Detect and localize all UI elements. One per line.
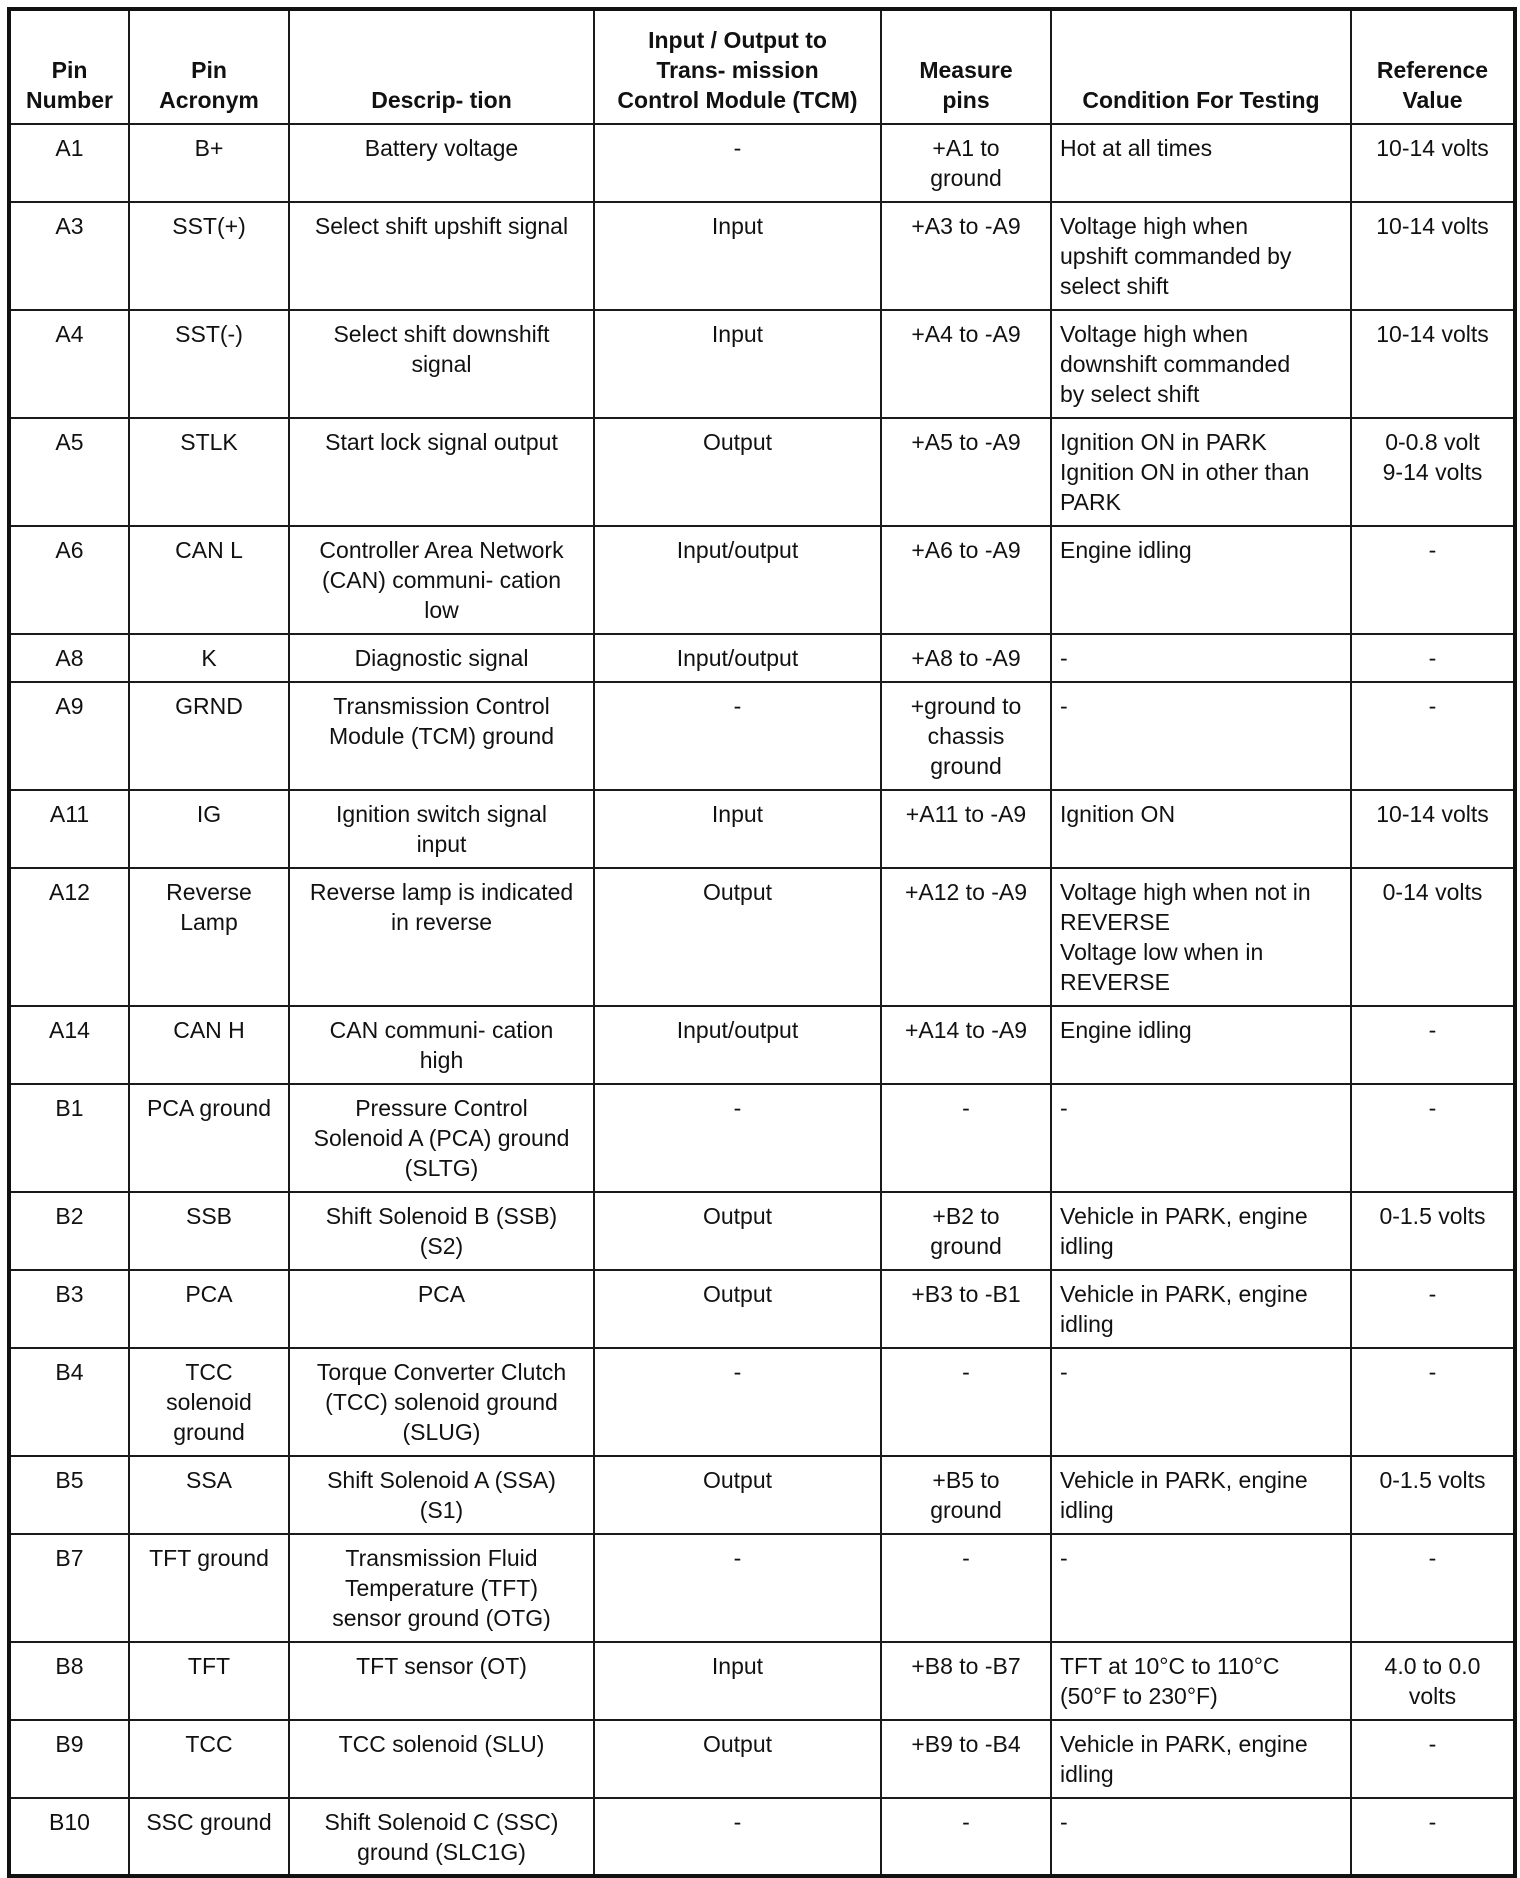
cell-io-to-tcm: Input (594, 310, 881, 418)
cell-measure-pins: +A3 to -A9 (881, 202, 1051, 310)
header-measure-pins: Measure pins (881, 9, 1051, 124)
cell-pin-number: A14 (9, 1006, 129, 1084)
cell-pin-acronym: SSB (129, 1192, 289, 1270)
cell-description: Torque Converter Clutch (TCC) solenoid ground (SLUG) (289, 1348, 594, 1456)
cell-pin-acronym: PCA (129, 1270, 289, 1348)
header-description: Descrip- tion (289, 9, 594, 124)
table-row (9, 1720, 1515, 1798)
cell-description: Ignition switch signal input (289, 790, 594, 868)
cell-reference-value: - (1351, 634, 1515, 682)
cell-reference-value: 4.0 to 0.0 volts (1351, 1642, 1515, 1720)
cell-reference-value: - (1351, 1798, 1515, 1876)
cell-reference-value: - (1351, 1534, 1515, 1642)
cell-pin-number: B3 (9, 1270, 129, 1348)
cell-measure-pins: +A5 to -A9 (881, 418, 1051, 526)
cell-io-to-tcm: - (594, 1348, 881, 1456)
cell-io-to-tcm: - (594, 124, 881, 202)
cell-io-to-tcm: Output (594, 1720, 881, 1798)
cell-reference-value: - (1351, 682, 1515, 790)
pin-reference-table (7, 7, 1517, 1878)
cell-pin-number: B1 (9, 1084, 129, 1192)
cell-pin-acronym: CAN H (129, 1006, 289, 1084)
cell-pin-number: B5 (9, 1456, 129, 1534)
table-row (9, 868, 1515, 1006)
cell-io-to-tcm: Output (594, 1192, 881, 1270)
cell-measure-pins: +A14 to -A9 (881, 1006, 1051, 1084)
cell-condition-for-testing: - (1051, 1798, 1351, 1876)
cell-pin-number: B9 (9, 1720, 129, 1798)
cell-description: Shift Solenoid C (SSC) ground (SLC1G) (289, 1798, 594, 1876)
cell-pin-acronym: IG (129, 790, 289, 868)
header-condition-for-testing: Condition For Testing (1051, 9, 1351, 124)
header-pin-number: Pin Number (9, 9, 129, 124)
table-row (9, 1798, 1515, 1876)
cell-condition-for-testing: Hot at all times (1051, 124, 1351, 202)
cell-pin-acronym: GRND (129, 682, 289, 790)
cell-io-to-tcm: Output (594, 1456, 881, 1534)
cell-io-to-tcm: Input (594, 202, 881, 310)
cell-description: CAN communi- cation high (289, 1006, 594, 1084)
cell-pin-acronym: Reverse Lamp (129, 868, 289, 1006)
cell-description: Reverse lamp is indicated in reverse (289, 868, 594, 1006)
cell-measure-pins: +B9 to -B4 (881, 1720, 1051, 1798)
cell-pin-acronym: STLK (129, 418, 289, 526)
table-row (9, 790, 1515, 868)
cell-pin-number: A11 (9, 790, 129, 868)
cell-measure-pins: +B2 to ground (881, 1192, 1051, 1270)
cell-pin-acronym: K (129, 634, 289, 682)
cell-condition-for-testing: - (1051, 634, 1351, 682)
table-row (9, 1192, 1515, 1270)
table-row (9, 682, 1515, 790)
cell-io-to-tcm: Input/output (594, 1006, 881, 1084)
cell-pin-number: A12 (9, 868, 129, 1006)
cell-pin-number: A5 (9, 418, 129, 526)
table-row (9, 1534, 1515, 1642)
cell-pin-number: B2 (9, 1192, 129, 1270)
cell-reference-value: - (1351, 1720, 1515, 1798)
table-row (9, 1642, 1515, 1720)
cell-measure-pins: - (881, 1534, 1051, 1642)
cell-condition-for-testing: Ignition ON (1051, 790, 1351, 868)
cell-description: TCC solenoid (SLU) (289, 1720, 594, 1798)
table-row (9, 202, 1515, 310)
cell-pin-number: A8 (9, 634, 129, 682)
cell-condition-for-testing: Vehicle in PARK, engine idling (1051, 1192, 1351, 1270)
cell-io-to-tcm: Input (594, 1642, 881, 1720)
cell-description: Battery voltage (289, 124, 594, 202)
table-row (9, 124, 1515, 202)
table-row (9, 1270, 1515, 1348)
cell-measure-pins: +A1 to ground (881, 124, 1051, 202)
cell-pin-acronym: SSA (129, 1456, 289, 1534)
cell-description: Start lock signal output (289, 418, 594, 526)
cell-measure-pins: +B8 to -B7 (881, 1642, 1051, 1720)
header-io-to-tcm: Input / Output to Trans- mission Control Module (TCM) (594, 9, 881, 124)
cell-io-to-tcm: - (594, 1084, 881, 1192)
cell-measure-pins: +A4 to -A9 (881, 310, 1051, 418)
cell-description: Select shift upshift signal (289, 202, 594, 310)
cell-reference-value: 0-1.5 volts (1351, 1192, 1515, 1270)
cell-description: Shift Solenoid A (SSA) (S1) (289, 1456, 594, 1534)
cell-pin-number: A3 (9, 202, 129, 310)
cell-reference-value: 0-14 volts (1351, 868, 1515, 1006)
cell-condition-for-testing: - (1051, 1084, 1351, 1192)
cell-condition-for-testing: Vehicle in PARK, engine idling (1051, 1456, 1351, 1534)
cell-description: PCA (289, 1270, 594, 1348)
cell-pin-acronym: TFT (129, 1642, 289, 1720)
cell-measure-pins: - (881, 1348, 1051, 1456)
table-row (9, 1348, 1515, 1456)
cell-condition-for-testing: Vehicle in PARK, engine idling (1051, 1270, 1351, 1348)
cell-description: Controller Area Network (CAN) communi- cation low (289, 526, 594, 634)
header-row (9, 9, 1515, 124)
cell-measure-pins: - (881, 1798, 1051, 1876)
cell-io-to-tcm: Input/output (594, 634, 881, 682)
cell-reference-value: - (1351, 1084, 1515, 1192)
cell-condition-for-testing: Ignition ON in PARK Ignition ON in other than PARK (1051, 418, 1351, 526)
cell-pin-number: B7 (9, 1534, 129, 1642)
table-row (9, 634, 1515, 682)
cell-measure-pins: +A6 to -A9 (881, 526, 1051, 634)
cell-condition-for-testing: Voltage high when not in REVERSE Voltage low when in REVERSE (1051, 868, 1351, 1006)
cell-measure-pins: +B3 to -B1 (881, 1270, 1051, 1348)
cell-io-to-tcm: Output (594, 1270, 881, 1348)
cell-pin-number: B10 (9, 1798, 129, 1876)
header-pin-acronym: Pin Acronym (129, 9, 289, 124)
cell-description: TFT sensor (OT) (289, 1642, 594, 1720)
cell-condition-for-testing: TFT at 10°C to 110°C (50°F to 230°F) (1051, 1642, 1351, 1720)
cell-measure-pins: - (881, 1084, 1051, 1192)
cell-io-to-tcm: - (594, 1534, 881, 1642)
cell-pin-acronym: TCC (129, 1720, 289, 1798)
cell-io-to-tcm: - (594, 682, 881, 790)
cell-description: Select shift downshift signal (289, 310, 594, 418)
cell-pin-acronym: SSC ground (129, 1798, 289, 1876)
cell-reference-value: 10-14 volts (1351, 202, 1515, 310)
table-row (9, 1084, 1515, 1192)
table-row (9, 310, 1515, 418)
cell-io-to-tcm: Input (594, 790, 881, 868)
cell-reference-value: - (1351, 1348, 1515, 1456)
cell-reference-value: 0-0.8 volt 9-14 volts (1351, 418, 1515, 526)
cell-measure-pins: +A8 to -A9 (881, 634, 1051, 682)
cell-pin-acronym: CAN L (129, 526, 289, 634)
cell-pin-acronym: B+ (129, 124, 289, 202)
cell-pin-number: A1 (9, 124, 129, 202)
cell-reference-value: 0-1.5 volts (1351, 1456, 1515, 1534)
table-row (9, 418, 1515, 526)
cell-reference-value: - (1351, 1270, 1515, 1348)
cell-measure-pins: +B5 to ground (881, 1456, 1051, 1534)
table-row (9, 526, 1515, 634)
cell-pin-number: B8 (9, 1642, 129, 1720)
cell-pin-acronym: PCA ground (129, 1084, 289, 1192)
cell-reference-value: - (1351, 526, 1515, 634)
cell-condition-for-testing: - (1051, 682, 1351, 790)
cell-io-to-tcm: - (594, 1798, 881, 1876)
cell-io-to-tcm: Output (594, 418, 881, 526)
cell-pin-number: A6 (9, 526, 129, 634)
cell-description: Shift Solenoid B (SSB) (S2) (289, 1192, 594, 1270)
cell-condition-for-testing: Vehicle in PARK, engine idling (1051, 1720, 1351, 1798)
cell-measure-pins: +ground to chassis ground (881, 682, 1051, 790)
cell-reference-value: 10-14 volts (1351, 790, 1515, 868)
cell-condition-for-testing: Voltage high when upshift commanded by select shift (1051, 202, 1351, 310)
cell-pin-acronym: SST(+) (129, 202, 289, 310)
cell-io-to-tcm: Output (594, 868, 881, 1006)
cell-description: Diagnostic signal (289, 634, 594, 682)
header-reference-value: Reference Value (1351, 9, 1515, 124)
cell-pin-acronym: TCC solenoid ground (129, 1348, 289, 1456)
table-row (9, 1456, 1515, 1534)
cell-reference-value: 10-14 volts (1351, 124, 1515, 202)
cell-condition-for-testing: Engine idling (1051, 526, 1351, 634)
cell-condition-for-testing: Engine idling (1051, 1006, 1351, 1084)
cell-reference-value: - (1351, 1006, 1515, 1084)
cell-pin-acronym: SST(-) (129, 310, 289, 418)
cell-description: Transmission Control Module (TCM) ground (289, 682, 594, 790)
cell-description: Pressure Control Solenoid A (PCA) ground (SLTG) (289, 1084, 594, 1192)
cell-measure-pins: +A11 to -A9 (881, 790, 1051, 868)
cell-pin-number: B4 (9, 1348, 129, 1456)
cell-pin-number: A4 (9, 310, 129, 418)
cell-description: Transmission Fluid Temperature (TFT) sensor ground (OTG) (289, 1534, 594, 1642)
cell-reference-value: 10-14 volts (1351, 310, 1515, 418)
table-row (9, 1006, 1515, 1084)
table-body (9, 124, 1515, 1876)
cell-io-to-tcm: Input/output (594, 526, 881, 634)
cell-condition-for-testing: - (1051, 1534, 1351, 1642)
cell-condition-for-testing: Voltage high when downshift commanded by select shift (1051, 310, 1351, 418)
cell-measure-pins: +A12 to -A9 (881, 868, 1051, 1006)
cell-pin-number: A9 (9, 682, 129, 790)
cell-pin-acronym: TFT ground (129, 1534, 289, 1642)
cell-condition-for-testing: - (1051, 1348, 1351, 1456)
